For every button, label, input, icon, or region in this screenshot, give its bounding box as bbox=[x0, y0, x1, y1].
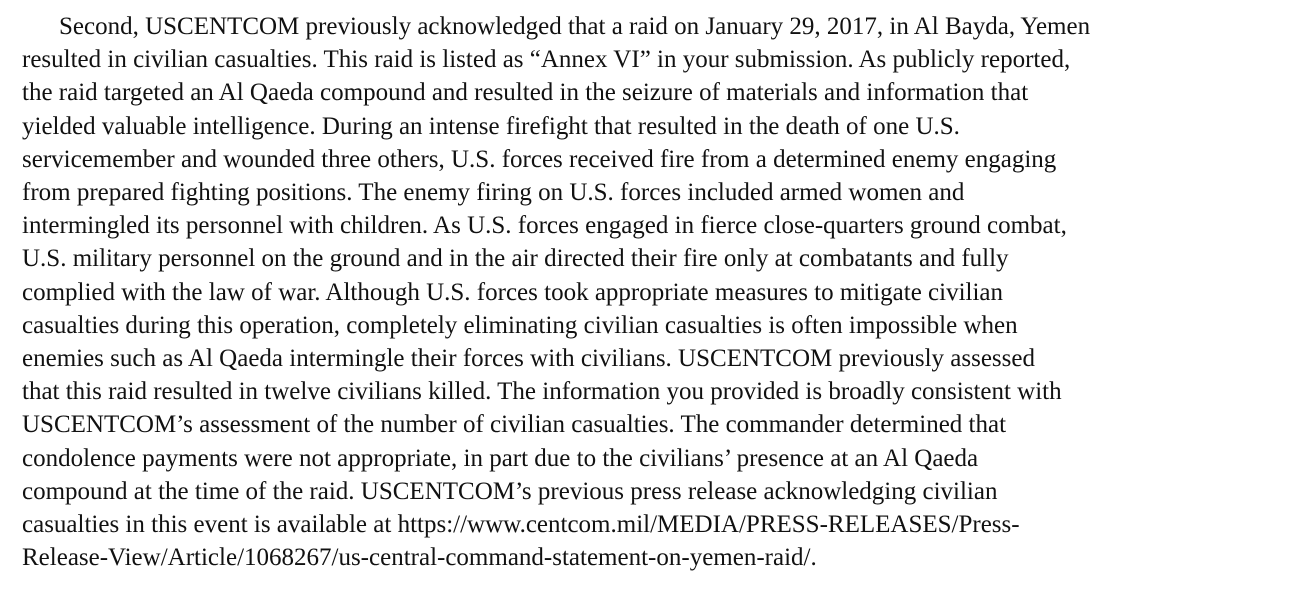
paragraph-line: USCENTCOM’s assessment of the number of civilian casualties. The commander determined that bbox=[22, 411, 1007, 439]
paragraph-line: condolence payments were not appropriate, in part due to the civilians’ presence at an Al Qaeda bbox=[22, 444, 979, 472]
body-paragraph bbox=[22, 10, 1302, 574]
paragraph-line: Second, USCENTCOM previously acknowledged that a raid on January 29, 2017, in Al Bayda, Yemen bbox=[59, 13, 1091, 40]
paragraph-line: servicemember and wounded three others, U.S. forces received fire from a determined enemy engaging bbox=[22, 145, 1057, 173]
paragraph-line: complied with the law of war. Although U.S. forces took appropriate measures to mitigate civilian bbox=[22, 278, 1004, 306]
paragraph-line: Release-View/Article/1068267/us-central-command-statement-on-yemen-raid/. bbox=[22, 544, 817, 572]
paragraph-line: yielded valuable intelligence. During an intense firefight that resulted in the death of one U.S. bbox=[22, 112, 960, 140]
paragraph-line: enemies such as Al Qaeda intermingle their forces with civilians. USCENTCOM previously assessed bbox=[22, 345, 1035, 373]
paragraph-line: resulted in civilian casualties. This raid is listed as “Annex VI” in your submission. As publicly reported, bbox=[22, 46, 1071, 74]
paragraph-line: that this raid resulted in twelve civilians killed. The information you provided is broadly consistent with bbox=[22, 378, 1062, 406]
paragraph-line: U.S. military personnel on the ground and in the air directed their fire only at combatants and fully bbox=[22, 245, 1009, 273]
paragraph-line: the raid targeted an Al Qaeda compound and resulted in the seizure of materials and information that bbox=[22, 79, 1029, 107]
paragraph-line: casualties during this operation, completely eliminating civilian casualties is often impossible when bbox=[22, 311, 1018, 339]
paragraph-line: compound at the time of the raid. USCENTCOM’s previous press release acknowledging civilian bbox=[22, 477, 998, 505]
paragraph-line: from prepared fighting positions. The enemy firing on U.S. forces included armed women and bbox=[22, 179, 965, 207]
paragraph-line: casualties in this event is available at https://www.centcom.mil/MEDIA/PRESS-RELEASES/Press- bbox=[22, 511, 1020, 539]
paragraph-line: intermingled its personnel with children. As U.S. forces engaged in fierce close-quarters ground combat, bbox=[22, 212, 1067, 240]
